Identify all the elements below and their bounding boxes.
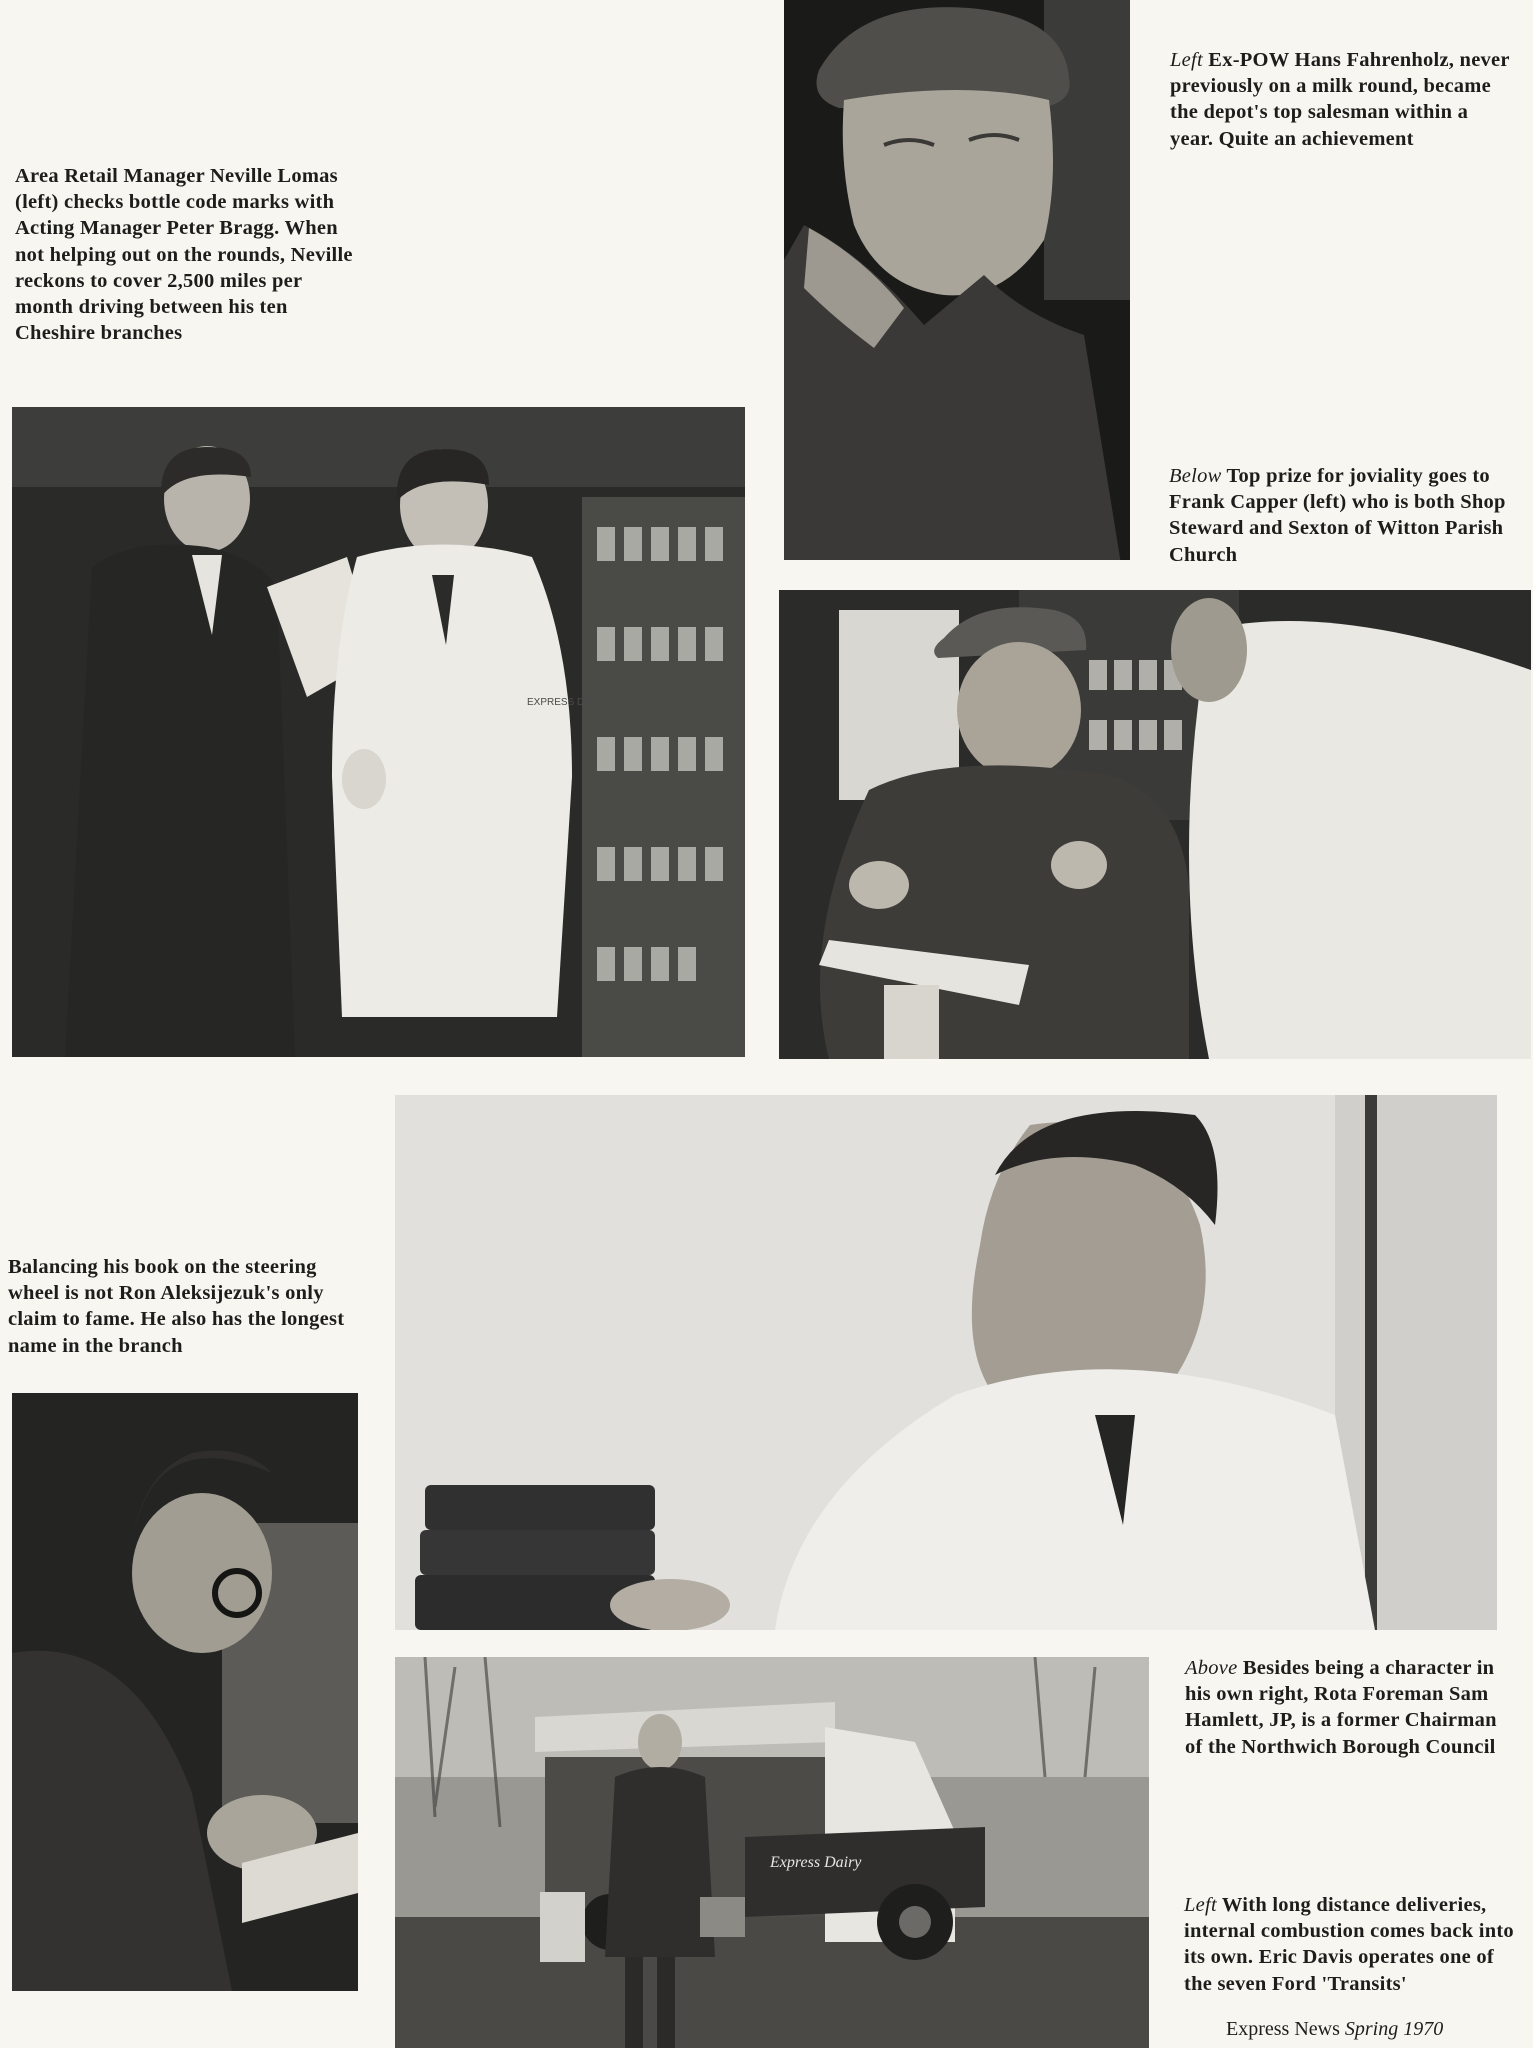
caption-area-manager: Area Retail Manager Neville Lomas (left) checks bottle code marks with Acting Manager Peter Bragg. When not helping out on the rounds, Neville reckons to cover 2,500 miles per month driving between his ten Cheshire branches xyxy=(15,165,353,345)
caption-sam-lead: Above xyxy=(1185,1657,1238,1679)
van-sign-text: Express Dairy xyxy=(770,1854,862,1871)
coat-badge-text: EXPRESS DAIRY xyxy=(527,697,608,708)
caption-hans-lead: Left xyxy=(1170,49,1203,71)
caption-frank xyxy=(1169,463,1514,568)
footer-year: 1970 xyxy=(1403,2018,1444,2040)
caption-sam xyxy=(1185,1655,1515,1760)
photo-sam-hamlett xyxy=(395,1095,1497,1630)
caption-eric-text: With long distance deliveries, internal combustion comes back into its own. Eric Davis operates one of the seven Ford 'Transits' xyxy=(1184,1894,1514,1995)
caption-sam-text: Besides being a character in his own right, Rota Foreman Sam Hamlett, JP, is a former Chairman of the Northwich Borough Council xyxy=(1185,1657,1497,1758)
caption-hans-text: Ex-POW Hans Fahrenholz, never previously on a milk round, became the depot's top salesman within a year. Quite an achievement xyxy=(1170,49,1510,150)
caption-eric-lead: Left xyxy=(1184,1894,1217,1916)
caption-frank-lead: Below xyxy=(1169,465,1222,487)
caption-eric xyxy=(1184,1892,1519,1997)
page-footer xyxy=(1226,2018,1443,2041)
footer-publication: Express News xyxy=(1226,2018,1340,2040)
photo-lomas-bragg xyxy=(12,407,745,1057)
photo-hans-fahrenholz xyxy=(784,0,1130,560)
photo-eric-davis-van xyxy=(395,1657,1149,2048)
caption-hans xyxy=(1170,47,1510,152)
footer-season: Spring xyxy=(1344,2018,1399,2040)
caption-frank-text: Top prize for joviality goes to Frank Capper (left) who is both Shop Steward and Sexton of Witton Parish Church xyxy=(1169,465,1506,566)
photo-ron-aleksijezuk xyxy=(12,1393,358,1991)
photo-frank-capper xyxy=(779,590,1531,1059)
caption-ron: Balancing his book on the steering wheel is not Ron Aleksijezuk's only claim to fame. He also has the longest name in the branch xyxy=(8,1256,345,1357)
